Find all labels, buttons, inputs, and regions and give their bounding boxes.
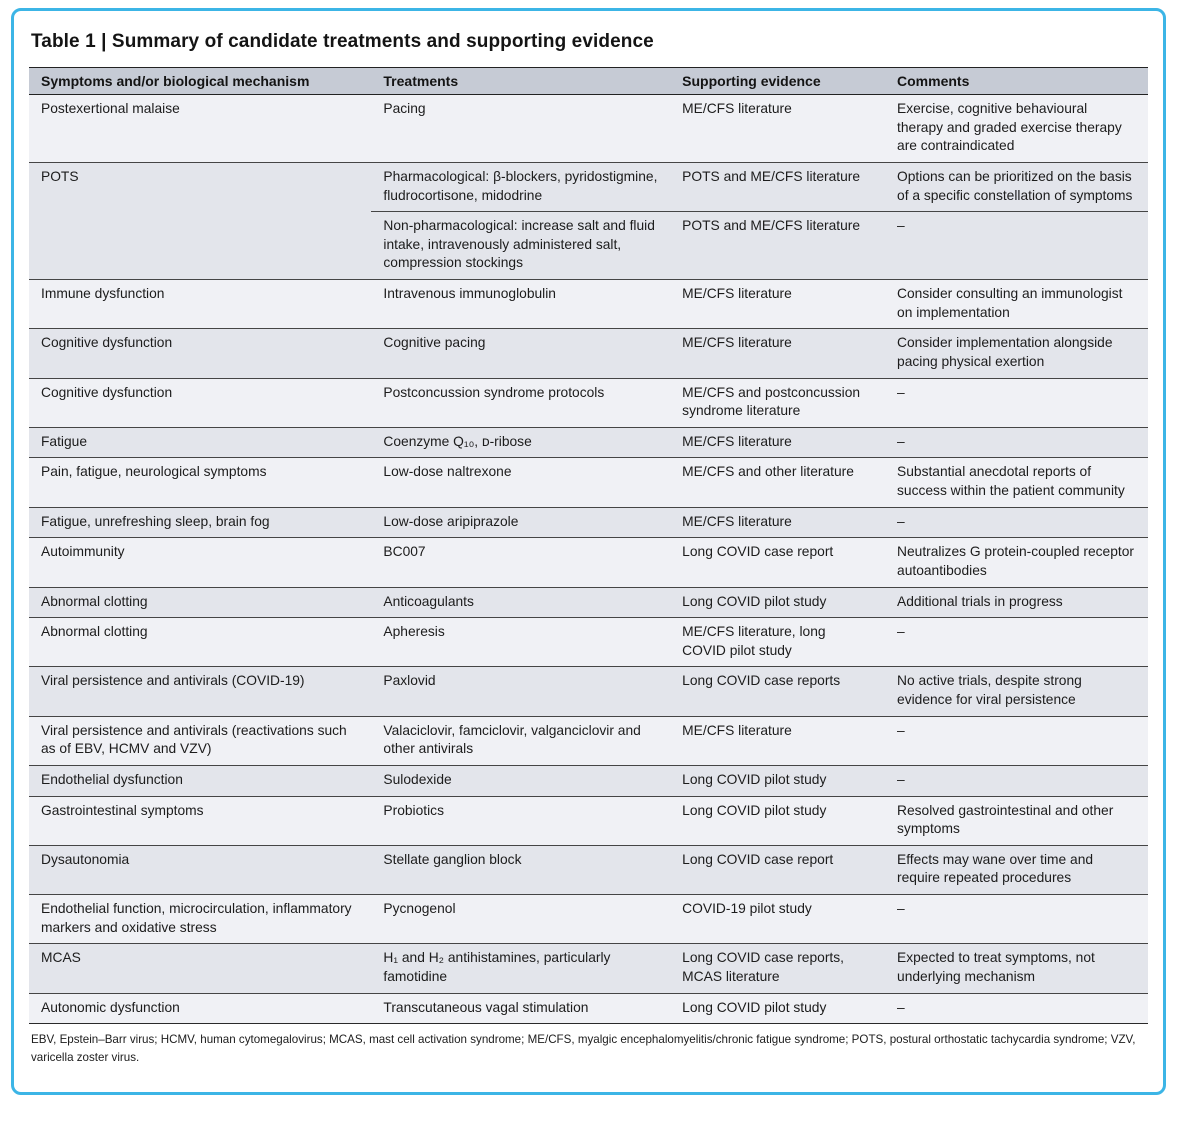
table-row [29, 587, 1148, 618]
symptom-cell: Abnormal clotting [29, 587, 371, 618]
evidence-cell: ME/CFS and postconcussion syndrome literature [670, 378, 885, 427]
treatment-cell: Postconcussion syndrome protocols [371, 378, 670, 427]
comment-cell: – [885, 507, 1148, 538]
evidence-cell: Long COVID case reports, MCAS literature [670, 944, 885, 993]
treatment-cell: Low-dose aripiprazole [371, 507, 670, 538]
treatment-cell: Pacing [371, 95, 670, 163]
comment-cell: Exercise, cognitive behavioural therapy and graded exercise therapy are contraindicated [885, 95, 1148, 163]
comment-cell: Neutralizes G protein-coupled receptor autoantibodies [885, 538, 1148, 587]
table-row [29, 716, 1148, 765]
symptom-cell: Viral persistence and antivirals (COVID-19) [29, 667, 371, 716]
symptom-cell: Pain, fatigue, neurological symptoms [29, 458, 371, 507]
symptom-cell: Endothelial function, microcirculation, inflammatory markers and oxidative stress [29, 895, 371, 944]
comment-cell: Options can be prioritized on the basis of a specific constellation of symptoms [885, 162, 1148, 211]
table-body [29, 95, 1148, 1024]
evidence-cell: ME/CFS literature [670, 716, 885, 765]
comment-cell: Expected to treat symptoms, not underlying mechanism [885, 944, 1148, 993]
symptom-cell: Dysautonomia [29, 845, 371, 894]
table-row [29, 458, 1148, 507]
comment-cell: No active trials, despite strong evidence for viral persistence [885, 667, 1148, 716]
column-header-symptoms: Symptoms and/or biological mechanism [29, 68, 371, 95]
treatment-cell: Stellate ganglion block [371, 845, 670, 894]
treatment-cell: Intravenous immunoglobulin [371, 280, 670, 329]
comment-cell: – [885, 427, 1148, 458]
comment-cell: Effects may wane over time and require repeated procedures [885, 845, 1148, 894]
comment-cell: – [885, 895, 1148, 944]
evidence-cell: ME/CFS literature [670, 329, 885, 378]
comment-cell: Additional trials in progress [885, 587, 1148, 618]
table-row [29, 667, 1148, 716]
table-row [29, 765, 1148, 796]
table-frame [11, 8, 1166, 1095]
treatment-cell: Sulodexide [371, 765, 670, 796]
table-row [29, 538, 1148, 587]
comment-cell: Consider consulting an immunologist on implementation [885, 280, 1148, 329]
table-row [29, 895, 1148, 944]
treatment-cell: Probiotics [371, 796, 670, 845]
symptom-cell: Fatigue, unrefreshing sleep, brain fog [29, 507, 371, 538]
table-row [29, 796, 1148, 845]
column-header-comments: Comments [885, 68, 1148, 95]
evidence-cell: Long COVID pilot study [670, 765, 885, 796]
symptom-cell: MCAS [29, 944, 371, 993]
comment-cell: – [885, 765, 1148, 796]
table-row [29, 618, 1148, 667]
evidence-cell: Long COVID case report [670, 538, 885, 587]
comment-cell: – [885, 378, 1148, 427]
table-footnote: EBV, Epstein–Barr virus; HCMV, human cytomegalovirus; MCAS, mast cell activation syndrome; ME/CFS, myalgic encephalomyelitis/chronic fatigue syndrome; POTS, postural orthostatic tachycardia syndrome; VZV, varicella zoster virus. [31, 1033, 1136, 1064]
treatment-cell: Non-pharmacological: increase salt and fluid intake, intravenously administered salt, compression stockings [371, 212, 670, 280]
comment-cell: – [885, 212, 1148, 280]
evidence-cell: ME/CFS literature, long COVID pilot study [670, 618, 885, 667]
table-row [29, 162, 1148, 211]
table-row [29, 944, 1148, 993]
evidence-cell: ME/CFS literature [670, 280, 885, 329]
evidence-cell: Long COVID case report [670, 845, 885, 894]
treatment-cell: Coenzyme Q₁₀, ᴅ-ribose [371, 427, 670, 458]
table-row [29, 845, 1148, 894]
evidence-cell: COVID-19 pilot study [670, 895, 885, 944]
treatment-cell: Transcutaneous vagal stimulation [371, 993, 670, 1024]
symptom-cell: Endothelial dysfunction [29, 765, 371, 796]
evidence-table [29, 67, 1148, 1024]
table-header-row [29, 68, 1148, 95]
comment-cell: Substantial anecdotal reports of success within the patient community [885, 458, 1148, 507]
symptom-cell: Abnormal clotting [29, 618, 371, 667]
table-row [29, 507, 1148, 538]
table-row [29, 95, 1148, 163]
table-row [29, 280, 1148, 329]
comment-cell: – [885, 716, 1148, 765]
table-row [29, 329, 1148, 378]
table-title: Table 1 | Summary of candidate treatments and supporting evidence [31, 31, 654, 52]
evidence-cell: ME/CFS literature [670, 427, 885, 458]
symptom-cell: Viral persistence and antivirals (reactivations such as of EBV, HCMV and VZV) [29, 716, 371, 765]
treatment-cell: Paxlovid [371, 667, 670, 716]
symptom-cell: Postexertional malaise [29, 95, 371, 163]
treatment-cell: Apheresis [371, 618, 670, 667]
table-row [29, 378, 1148, 427]
comment-cell: – [885, 993, 1148, 1024]
symptom-cell: Autoimmunity [29, 538, 371, 587]
comment-cell: Resolved gastrointestinal and other symptoms [885, 796, 1148, 845]
table-row [29, 993, 1148, 1024]
evidence-cell: POTS and ME/CFS literature [670, 212, 885, 280]
symptom-cell: Immune dysfunction [29, 280, 371, 329]
treatment-cell: Low-dose naltrexone [371, 458, 670, 507]
evidence-cell: Long COVID pilot study [670, 993, 885, 1024]
symptom-cell: Cognitive dysfunction [29, 378, 371, 427]
evidence-cell: ME/CFS literature [670, 95, 885, 163]
treatment-cell: Cognitive pacing [371, 329, 670, 378]
evidence-cell: Long COVID case reports [670, 667, 885, 716]
treatment-cell: BC007 [371, 538, 670, 587]
symptom-cell: Autonomic dysfunction [29, 993, 371, 1024]
column-header-evidence: Supporting evidence [670, 68, 885, 95]
comment-cell: – [885, 618, 1148, 667]
evidence-cell: POTS and ME/CFS literature [670, 162, 885, 211]
evidence-cell: ME/CFS literature [670, 507, 885, 538]
treatment-cell: H₁ and H₂ antihistamines, particularly famotidine [371, 944, 670, 993]
evidence-cell: Long COVID pilot study [670, 587, 885, 618]
column-header-treatments: Treatments [371, 68, 670, 95]
symptom-cell: POTS [29, 162, 371, 279]
symptom-cell: Fatigue [29, 427, 371, 458]
table-row [29, 427, 1148, 458]
treatment-cell: Anticoagulants [371, 587, 670, 618]
comment-cell: Consider implementation alongside pacing physical exertion [885, 329, 1148, 378]
treatment-cell: Pycnogenol [371, 895, 670, 944]
symptom-cell: Cognitive dysfunction [29, 329, 371, 378]
evidence-cell: ME/CFS and other literature [670, 458, 885, 507]
evidence-cell: Long COVID pilot study [670, 796, 885, 845]
treatment-cell: Valaciclovir, famciclovir, valganciclovir and other antivirals [371, 716, 670, 765]
symptom-cell: Gastrointestinal symptoms [29, 796, 371, 845]
treatment-cell: Pharmacological: β-blockers, pyridostigmine, fludrocortisone, midodrine [371, 162, 670, 211]
